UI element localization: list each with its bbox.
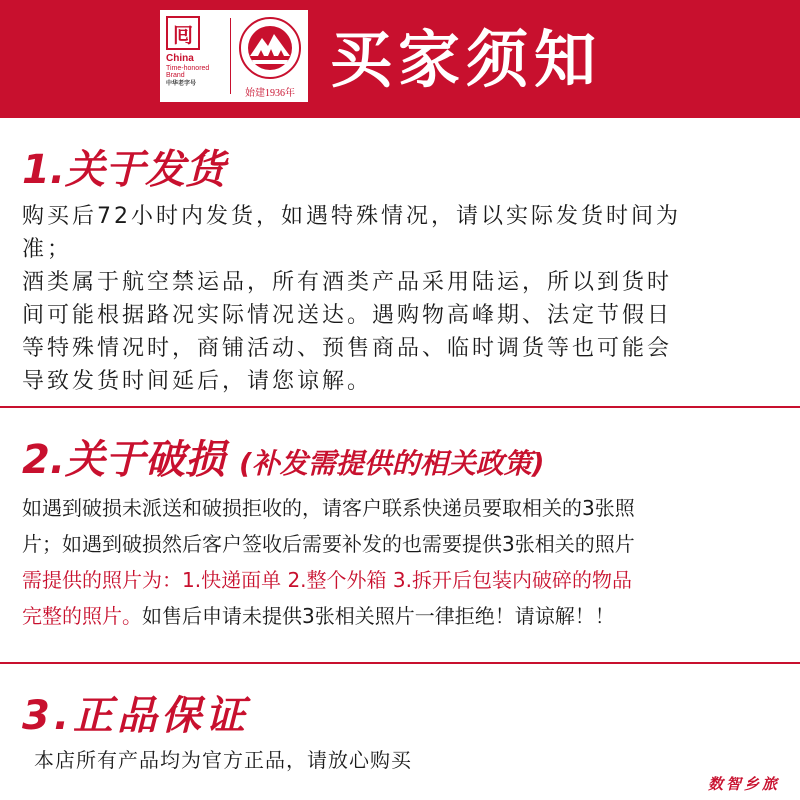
time-honored-line1: China: [166, 53, 194, 64]
brand-logo-panel: [160, 10, 308, 102]
brand-since-text: 始建1936年: [245, 88, 295, 99]
time-honored-brand-text: [166, 54, 226, 87]
time-honored-line2: Time-honored: [166, 64, 210, 72]
section-2-rejection-text: 如售后申请未提供3张相关照片一律拒绝！请谅解！！: [142, 604, 615, 628]
section-2-rejection-note: [22, 598, 782, 634]
section-1-line: 等特殊情况时，商铺活动、预售商品、临时调货等也可能会: [22, 336, 673, 361]
section-2-subtitle: (补发需提供的相关政策): [238, 447, 545, 480]
section-2-line: 片；如遇到破损然后客户签收后需要补发的也需要提供3张相关的照片: [22, 532, 635, 556]
section-2-line: 如遇到破损未派送和破损拒收的，请客户联系快递员要取相关的3张照: [22, 496, 635, 520]
time-honored-line4: 中华老字号: [166, 81, 197, 88]
time-honored-brand-icon: 囘: [166, 16, 200, 50]
section-3-title: 3.正品保证: [22, 693, 250, 739]
section-3-body: [34, 744, 794, 776]
logo-divider: [230, 18, 231, 94]
page-title: 买家须知: [330, 23, 603, 96]
section-2-title: [22, 428, 545, 485]
section-1-line: 准；: [22, 237, 73, 262]
section-1-title: 1.关于发货: [22, 147, 226, 193]
section-1-line: 酒类属于航空禁运品，所有酒类产品采用陆运，所以到货时: [22, 270, 673, 295]
section-2-body: [22, 490, 782, 634]
section-3-line: 本店所有产品均为官方正品，请放心购买: [34, 748, 412, 772]
section-2-title-main: 2.关于破损: [22, 437, 226, 483]
section-divider-1: [0, 406, 800, 408]
header-banner: [0, 0, 800, 118]
section-divider-2: [0, 662, 800, 664]
watermark-text: 数智乡旅: [707, 775, 780, 793]
section-2-required-photos-end: 完整的照片。: [22, 604, 142, 628]
section-1-line: 间可能根据路况实际情况送达。遇购物高峰期、法定节假日: [22, 303, 673, 328]
section-1-line: 导致发货时间延后，请您谅解。: [22, 369, 373, 394]
section-2-required-photos: 需提供的照片为：1.快递面单 2.整个外箱 3.拆开后包装内破碎的物品: [22, 568, 632, 592]
mountain-emblem-icon: [238, 16, 302, 80]
section-1-body: [22, 200, 782, 398]
section-1-line: 购买后72小时内发货，如遇特殊情况，请以实际发货时间为: [22, 204, 681, 229]
time-honored-line3: Brand: [166, 71, 185, 79]
